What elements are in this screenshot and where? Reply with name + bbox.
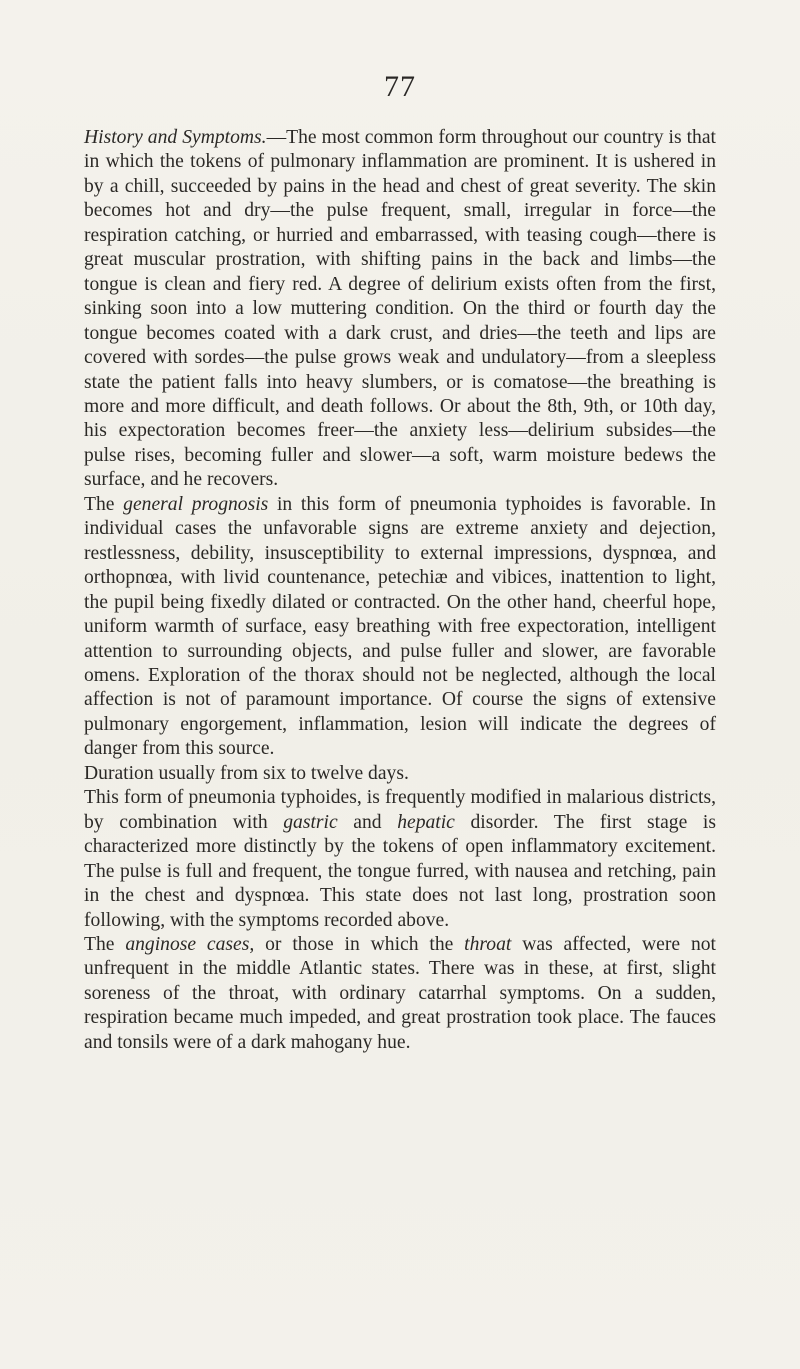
paragraph-history: [84, 126, 716, 493]
emphasis-general-prognosis: general prognosis: [123, 493, 269, 515]
paragraph-malarious-middle: and: [337, 811, 398, 833]
paragraph-anginose-text: was affected, were not unfrequent in the middle Atlantic states. There was in these, at first, slight soreness of the throat, with ordinary catarrhal symptoms. On a sudden, respiration became much impeded, and great prostration took place. The fauces and tonsils were of a dark mahogany hue.: [84, 933, 716, 1053]
paragraph-anginose-middle: or those in which the: [254, 933, 465, 955]
paragraph-prognosis: [84, 493, 716, 762]
emphasis-throat: throat: [464, 933, 512, 955]
emphasis-anginose-cases: anginose cases,: [125, 933, 255, 955]
paragraph-prognosis-text: in this form of pneumonia typhoides is favorable. In individual cases the unfavorable signs are extreme anxiety and dejection, restlessness, debility, insusceptibility to external impressions, dyspnœa, and orthopnœa, with livid countenance, petechiæ and vibices, inattention to light, the pupil being fixedly dilated or contracted. On the other hand, cheerful hope, uniform warmth of surface, easy breathing with free expectoration, intelligent attention to surrounding objects, and pulse fuller and slower, are favorable omens. Exploration of the thorax should not be neglected, although the local affection is not of paramount importance. Of course the signs of extensive pulmonary engorgement, inflammation, lesion will indicate the degrees of danger from this source.: [84, 493, 716, 760]
paragraph-history-text: —The most common form throughout our country is that in which the tokens of pulmonary inflammation are prominent. It is ushered in by a chill, succeeded by pains in the head and chest of great severity. The skin becomes hot and dry—the pulse frequent, small, irregular in force—the respiration catching, or hurried and embarrassed, with teasing cough—there is great muscular prostration, with shifting pains in the back and limbs—the tongue is clean and fiery red. A degree of delirium exists often from the first, sinking soon into a low muttering condition. On the third or fourth day the tongue becomes coated with a dark crust, and dries—the teeth and lips are covered with sordes—the pulse grows weak and undulatory—from a sleepless state the patient falls into heavy slumbers, or is comatose—the breathing is more and more difficult, and death follows. Or about the 8th, 9th, or 10th day, his expectoration becomes freer—the anxiety less—delirium subsides—the pulse rises, becoming fuller and slower—a soft, warm moisture bedews the surface, and he recovers.: [84, 127, 716, 491]
paragraph-malarious-lead: This form of pneumonia typhoides, is frequently modified in malarious districts, by combination with: [84, 787, 716, 833]
paragraph-duration: Duration usually from six to twelve days.: [84, 762, 409, 784]
paragraph-anginose-lead: The: [84, 933, 126, 955]
paragraph-prognosis-lead: The: [84, 493, 124, 515]
section-heading-history: History and Symptoms.: [84, 127, 267, 148]
emphasis-gastric: gastric: [283, 811, 338, 833]
paragraph-anginose: [84, 933, 716, 1055]
paragraph-malarious: [84, 786, 716, 933]
emphasis-hepatic: hepatic: [397, 811, 455, 833]
page-number: 77: [384, 70, 416, 103]
body-text: [84, 126, 716, 1055]
paragraph-malarious-text: disorder. The first stage is characterized more distinctly by the tokens of open inflammatory excitement. The pulse is full and frequent, the tongue furred, with nausea and retching, pain in the chest and dyspnœa. This state does not last long, prostration soon following, with the symptoms recorded above.: [84, 811, 716, 931]
